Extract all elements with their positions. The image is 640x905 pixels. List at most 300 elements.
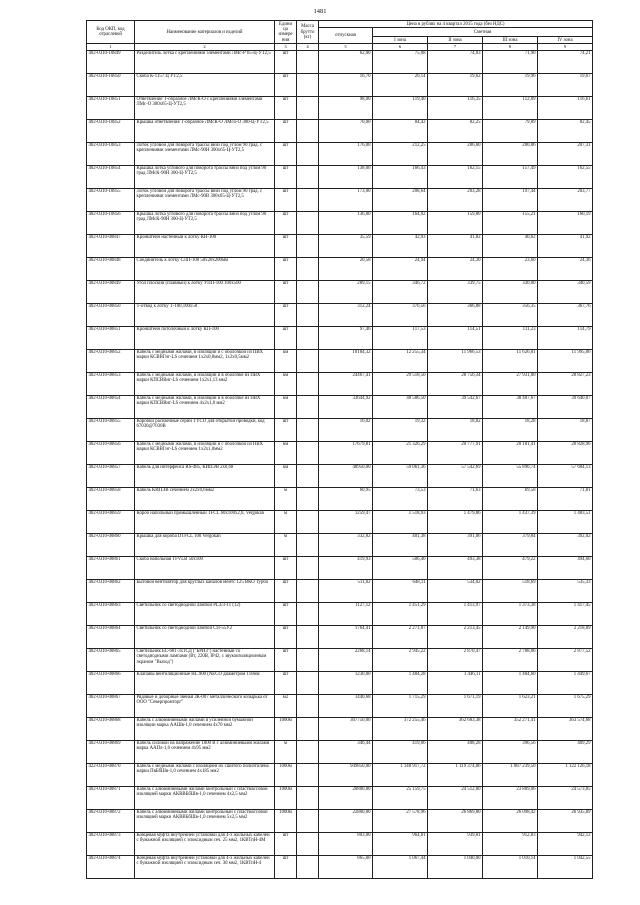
item-unit: км: [275, 464, 297, 487]
item-unit: шт: [275, 142, 297, 165]
item-mass: [297, 418, 319, 441]
price-zone-2: 362 683,38: [428, 717, 483, 740]
price-zone-4: 942,12: [538, 832, 593, 855]
item-code: 402-0310-00860: [87, 533, 135, 556]
col-number: 3: [275, 44, 297, 50]
price-zone-4: 160,19: [538, 211, 593, 234]
price-zone-3: 40,62: [483, 234, 538, 257]
price-zone-1: 1 451,29: [373, 602, 428, 625]
item-name: Светильник со светодиодной лампой СП-55У2: [135, 625, 275, 648]
item-code: 402-0310-00874: [87, 855, 135, 878]
price-zone-1: 1 067,44: [373, 855, 428, 878]
item-name: Кабель с алюминиевыми жилами в усиленной бумажной изоляции марка ААШв-1,0 сечением 4х70 мм2: [135, 717, 275, 740]
price-otpusknaya: 35,59: [319, 234, 373, 257]
item-code: 402-0310-00873: [87, 832, 135, 855]
table-row: [87, 349, 593, 372]
page-number: 1481: [313, 8, 327, 15]
price-otpusknaya: 62,00: [319, 50, 373, 73]
price-zone-3: 197,44: [483, 188, 538, 211]
price-zone-4: 74,21: [538, 50, 593, 73]
table-row: [87, 832, 593, 855]
price-zone-2: 74,03: [428, 50, 483, 73]
price-zone-1: 208,64: [373, 188, 428, 211]
price-zone-1: 401,38: [373, 533, 428, 556]
price-zone-1: 42,93: [373, 234, 428, 257]
item-mass: [297, 832, 319, 855]
item-name: Кабель с алюминиевыми жилами контрольный с пластмассовой изоляцией марки АКВВБбШв-1,0 сечением 5х2,5 мм2: [135, 809, 275, 832]
price-zone-3: 356,35: [483, 303, 538, 326]
header-code: Код ОКП, код отраслевой: [87, 21, 135, 44]
item-name: Крышка для короба DTFCL 100 Vergokan: [135, 533, 275, 556]
price-zone-2: 493,38: [428, 556, 483, 579]
price-table: [86, 20, 593, 879]
price-otpusknaya: 1259,47: [319, 510, 373, 533]
price-zone-3: 912,83: [483, 832, 538, 855]
item-unit: шт: [275, 602, 297, 625]
price-zone-4: 24,36: [538, 257, 593, 280]
price-zone-3: 1 437,39: [483, 510, 538, 533]
item-mass: [297, 786, 319, 809]
price-otpusknaya: 22800,00: [319, 809, 373, 832]
price-otpusknaya: 20800,00: [319, 786, 373, 809]
item-code: 402-0310-00854: [87, 395, 135, 418]
table-row: [87, 50, 593, 73]
table-row: [87, 855, 593, 878]
item-code: 402-0310-00855: [87, 418, 135, 441]
item-name: Кабель с медными жилами, в изоляции и с оболочкой из ПВХ марки КСВВГнг-LS сечением 1х2х1,0мм2: [135, 441, 275, 464]
item-unit: шт: [275, 648, 297, 671]
header-zone-3: III зона: [483, 37, 538, 44]
price-zone-3: 157,49: [483, 165, 538, 188]
item-mass: [297, 119, 319, 142]
item-code: 402-0310-00865: [87, 648, 135, 671]
item-unit: шт: [275, 257, 297, 280]
col-number: 9: [538, 44, 593, 50]
item-name: Скоба напольная TFVLB 50х100: [135, 556, 275, 579]
price-otpusknaya: 17679,81: [319, 441, 373, 464]
item-unit: шт: [275, 556, 297, 579]
item-mass: [297, 602, 319, 625]
item-unit: км: [275, 349, 297, 372]
table-row: [87, 579, 593, 602]
price-zone-4: 409,29: [538, 740, 593, 763]
item-unit: 1000м: [275, 763, 297, 786]
item-unit: шт: [275, 188, 297, 211]
price-zone-3: 20 181,41: [483, 441, 538, 464]
price-otpusknaya: 98,00: [319, 96, 373, 119]
price-zone-1: 376,56: [373, 303, 428, 326]
price-zone-3: 11 626,01: [483, 349, 538, 372]
item-mass: [297, 694, 319, 717]
price-zone-2: 41,82: [428, 234, 483, 257]
item-name: Кабель с медными жилами, в изоляции и в оболочке из ПВХ марки КПСВВнг-LS сечением 1х2х1,13 мм2: [135, 372, 275, 395]
price-zone-4: 203,77: [538, 188, 593, 211]
item-mass: [297, 556, 319, 579]
price-zone-4: 114,79: [538, 326, 593, 349]
item-code: 402-0310-00866: [87, 671, 135, 694]
item-mass: [297, 625, 319, 648]
price-zone-1: 84,42: [373, 119, 428, 142]
price-zone-2: 1 671,19: [428, 694, 483, 717]
item-name: Крышка ответвления Т-образное ЛМсК-О ЛМсо-О 300-Ц-УТ2,5: [135, 119, 275, 142]
price-otpusknaya: 138,00: [319, 165, 373, 188]
item-name: Короб напольный промышленный TFCL 60х100х2,0, Vergokan: [135, 510, 275, 533]
item-code: 402-0310-10854: [87, 165, 135, 188]
item-mass: [297, 740, 319, 763]
price-zone-4: 392,02: [538, 533, 593, 556]
table-row: [87, 786, 593, 809]
table-row: [87, 602, 593, 625]
item-code: 402-0310-00853: [87, 372, 135, 395]
item-name: Т-отвод к лотку Т-100,100х50: [135, 303, 275, 326]
header-mass: Масса брутто (кг): [297, 21, 319, 44]
item-code: 402-0310-00863: [87, 602, 135, 625]
price-zone-4: 24 573,05: [538, 786, 593, 809]
price-zone-1: 964,81: [373, 832, 428, 855]
item-unit: км: [275, 441, 297, 464]
price-otpusknaya: 33644,92: [319, 395, 373, 418]
price-zone-1: 27 578,96: [373, 809, 428, 832]
price-zone-2: 116,35: [428, 96, 483, 119]
price-zone-1: 73,53: [373, 487, 428, 510]
item-name: Ответвление Т-образное ЛМсК-О с креплениями элементами ЛМс-О 300х65-Ц-УТ2,5: [135, 96, 275, 119]
price-otpusknaya: 97,46: [319, 326, 373, 349]
item-unit: шт: [275, 50, 297, 73]
price-zone-3: 111,23: [483, 326, 538, 349]
price-zone-4: 1 675,29: [538, 694, 593, 717]
item-unit: шт: [275, 625, 297, 648]
item-name: Лоток угловой для поворота трассы вниз под углом 90 град. с креплениями элементами ЛМс-90В 300х65-Ц-УТ2,5: [135, 188, 275, 211]
item-unit: м: [275, 510, 297, 533]
item-mass: [297, 441, 319, 464]
item-name: Кабель с медными жилами, в изоляции и в оболочке из ПВХ марки КПСВВнг-LS сечением 4х2х1,0 мм2: [135, 395, 275, 418]
price-zone-4: 20 828,96: [538, 441, 593, 464]
price-zone-3: 330,00: [483, 280, 538, 303]
price-zone-4: 1 122 126,18: [538, 763, 593, 786]
price-zone-4: 207,31: [538, 142, 593, 165]
price-zone-3: 352 271,41: [483, 717, 538, 740]
price-zone-4: 494,60: [538, 556, 593, 579]
price-zone-2: 366,88: [428, 303, 483, 326]
price-otpusknaya: 10184,32: [319, 349, 373, 372]
header-price: Цена в рублях на 4 квартал 2015 года (без НДС): [319, 21, 593, 28]
item-unit: шт: [275, 326, 297, 349]
item-code: 402-0310-00864: [87, 625, 135, 648]
item-name: Кабель для интерфейса RS-485, КИПЭВ 2х0,68: [135, 464, 275, 487]
item-name: Кабель КИПЭВ сечением 2х2х0,6мм2: [135, 487, 275, 510]
col-number: 2: [135, 44, 275, 50]
item-name: Клапаны вентиляционные НL.900 (NECO диаметром 110мм: [135, 671, 275, 694]
table-row: [87, 441, 593, 464]
table-row: [87, 142, 593, 165]
price-zone-4: 71,81: [538, 487, 593, 510]
table-row: [87, 303, 593, 326]
table-row: [87, 372, 593, 395]
item-unit: шт: [275, 119, 297, 142]
price-zone-1: 20,14: [373, 73, 428, 96]
item-mass: [297, 280, 319, 303]
price-zone-2: 1 479,86: [428, 510, 483, 533]
item-code: 402-0310-00852: [87, 349, 135, 372]
item-name: Бытовой вентилятор для круглых каналов Вентс 125 ВКО Турбо: [135, 579, 275, 602]
price-otpusknaya: 48950,00: [319, 464, 373, 487]
price-zone-1: 59 061,36: [373, 464, 428, 487]
table-row: [87, 234, 593, 257]
item-code: 402-0310-00851: [87, 326, 135, 349]
table-row: [87, 211, 593, 234]
item-mass: [297, 395, 319, 418]
item-mass: [297, 809, 319, 832]
item-mass: [297, 50, 319, 73]
price-zone-1: 19,32: [373, 418, 428, 441]
price-zone-1: 2 945,22: [373, 648, 428, 671]
item-name: Разделитель лотка с креплениями элементами ЛМс-Р 65-Ц-УТ2,5: [135, 50, 275, 73]
price-zone-1: 419,06: [373, 740, 428, 763]
item-code: 402-0310-00872: [87, 809, 135, 832]
price-zone-1: 372 255,46: [373, 717, 428, 740]
price-zone-2: 28 756,34: [428, 372, 483, 395]
item-code: 402-0310-00858: [87, 487, 135, 510]
table-row: [87, 395, 593, 418]
price-zone-4: 1 449,67: [538, 671, 593, 694]
item-mass: [297, 648, 319, 671]
price-zone-1: 21 326,29: [373, 441, 428, 464]
price-otpusknaya: 70,00: [319, 119, 373, 142]
price-zone-3: 69,58: [483, 487, 538, 510]
price-zone-2: 24,30: [428, 257, 483, 280]
item-code: 402-0310-00847: [87, 234, 135, 257]
price-otpusknaya: 16,70: [319, 73, 373, 96]
price-zone-3: 55 890,74: [483, 464, 538, 487]
item-unit: шт: [275, 165, 297, 188]
price-zone-2: 57 542,69: [428, 464, 483, 487]
price-zone-3: 112,89: [483, 96, 538, 119]
table-row: [87, 119, 593, 142]
price-otpusknaya: 307750,00: [319, 717, 373, 740]
col-number: 4: [297, 44, 319, 50]
item-code: 402-0310-00867: [87, 694, 135, 717]
table-row: [87, 763, 593, 786]
price-zone-4: 26 935,89: [538, 809, 593, 832]
item-unit: шт: [275, 832, 297, 855]
item-code: 402-0310-10856: [87, 211, 135, 234]
table-row: [87, 671, 593, 694]
price-zone-1: 75,08: [373, 50, 428, 73]
header-zone-1: I зона: [373, 37, 428, 44]
price-zone-1: 1 484,28: [373, 671, 428, 694]
price-zone-4: 82,45: [538, 119, 593, 142]
price-zone-3: 2 788,06: [483, 648, 538, 671]
price-zone-3: 518,69: [483, 579, 538, 602]
price-zone-4: 2 218,89: [538, 625, 593, 648]
price-otpusknaya: 16,02: [319, 418, 373, 441]
price-zone-2: 203,28: [428, 188, 483, 211]
price-zone-3: 1 373,38: [483, 602, 538, 625]
item-unit: шт: [275, 280, 297, 303]
col-number: 6: [373, 44, 428, 50]
price-zone-2: 18,82: [428, 418, 483, 441]
price-zone-1: 117,53: [373, 326, 428, 349]
item-mass: [297, 372, 319, 395]
price-otpusknaya: 346,44: [319, 740, 373, 763]
table-row: [87, 625, 593, 648]
price-zone-4: 18,87: [538, 418, 593, 441]
table-row: [87, 556, 593, 579]
price-zone-1: 119,40: [373, 96, 428, 119]
price-otpusknaya: 1127,12: [319, 602, 373, 625]
item-name: Кабель силовой на напряжение 1000 В с алюминиевыми жилами марка ААПл-1,0 сечением 4х95 мм2: [135, 740, 275, 763]
price-zone-3: 1 404,60: [483, 671, 538, 694]
price-otpusknaya: 1440,68: [319, 694, 373, 717]
price-zone-3: 155,21: [483, 211, 538, 234]
price-zone-2: 19,62: [428, 73, 483, 96]
table-header: [87, 21, 593, 51]
item-unit: шт: [275, 418, 297, 441]
price-zone-2: 206,60: [428, 142, 483, 165]
price-zone-4: 57 684,13: [538, 464, 593, 487]
col-number: 5: [319, 44, 373, 50]
price-zone-2: 1 446,11: [428, 671, 483, 694]
price-zone-1: 346,72: [373, 280, 428, 303]
price-zone-4: 1 417,45: [538, 602, 593, 625]
item-name: Крышка лотка углового для поворота трассы вниз под углом 90 град ЛМсК-90Н 300-Ц-УТ2,5: [135, 211, 275, 234]
table-row: [87, 326, 593, 349]
item-mass: [297, 73, 319, 96]
price-otpusknaya: 24467,41: [319, 372, 373, 395]
item-code: 402-0310-00849: [87, 280, 135, 303]
item-mass: [297, 671, 319, 694]
price-zone-1: 166,43: [373, 165, 428, 188]
table-row: [87, 717, 593, 740]
table-row: [87, 648, 593, 671]
price-otpusknaya: 20,58: [319, 257, 373, 280]
item-mass: [297, 234, 319, 257]
price-zone-4: 340,59: [538, 280, 593, 303]
item-unit: шт: [275, 579, 297, 602]
price-zone-4: 2 877,52: [538, 648, 593, 671]
item-code: 402-0310-00848: [87, 257, 135, 280]
header-zone-2: II зона: [428, 37, 483, 44]
item-code: 402-0310-10850: [87, 73, 135, 96]
price-zone-3: 38 407,67: [483, 395, 538, 418]
item-mass: [297, 142, 319, 165]
price-zone-3: 396,56: [483, 740, 538, 763]
item-unit: шт: [275, 671, 297, 694]
table-row: [87, 510, 593, 533]
price-zone-1: 2 271,87: [373, 625, 428, 648]
item-mass: [297, 579, 319, 602]
item-mass: [297, 257, 319, 280]
item-mass: [297, 487, 319, 510]
col-number: 1: [87, 44, 135, 50]
price-otpusknaya: 60,95: [319, 487, 373, 510]
price-zone-4: 41,92: [538, 234, 593, 257]
price-otpusknaya: 312,24: [319, 303, 373, 326]
item-code: 402-0310-10853: [87, 142, 135, 165]
item-code: 402-0310-00868: [87, 717, 135, 740]
header-otpusknaya: отпускная: [319, 28, 373, 44]
price-otpusknaya: 176,00: [319, 142, 373, 165]
header-unit: Едини ца измере ния: [275, 21, 297, 44]
item-name: Светильник БС-681-3х1СД ("БРИЗ") настенный со светодиодными лампами (Вт, 220В, IP42, с звукоизоляционным экраном "Выход"): [135, 648, 275, 671]
item-code: 402-0310-00869: [87, 740, 135, 763]
item-name: Рядовые и доборные звенья ЗК-007 металлического козырька от ООО "Северпромторг": [135, 694, 275, 717]
item-name: Кронштейн потолочный к лотку КП-100: [135, 326, 275, 349]
item-code: 402-0310-10855: [87, 188, 135, 211]
item-code: 422-0310-00870: [87, 763, 135, 786]
table-row: [87, 533, 593, 556]
price-otpusknaya: 289,15: [319, 280, 373, 303]
price-zone-3: 2 149,90: [483, 625, 538, 648]
price-zone-1: 40 586,50: [373, 395, 428, 418]
item-unit: шт: [275, 234, 297, 257]
item-mass: [297, 464, 319, 487]
item-unit: 1000м: [275, 809, 297, 832]
price-zone-3: 479,22: [483, 556, 538, 579]
price-otpusknaya: 136,00: [319, 211, 373, 234]
price-zone-1: 648,11: [373, 579, 428, 602]
table-row: [87, 73, 593, 96]
price-zone-2: 11 966,53: [428, 349, 483, 372]
col-number: 8: [483, 44, 538, 50]
price-zone-3: 71,90: [483, 50, 538, 73]
item-unit: шт: [275, 96, 297, 119]
price-zone-4: 116,61: [538, 96, 593, 119]
item-mass: [297, 533, 319, 556]
item-mass: [297, 188, 319, 211]
price-zone-4: 367,76: [538, 303, 593, 326]
item-name: Кабель с медными жилами, в изоляции и с оболочкой из ПВХ марки КСВВГнг-LS сечением 1х2х0,8мм2, 1х2х0,5мм2: [135, 349, 275, 372]
price-zone-3: 23 809,06: [483, 786, 538, 809]
item-unit: км: [275, 395, 297, 418]
col-number: 7: [428, 44, 483, 50]
price-zone-1: 164,02: [373, 211, 428, 234]
item-unit: км: [275, 372, 297, 395]
table-row: [87, 96, 593, 119]
item-name: Соединитель к лотку СЛП-100 50х20х200мм: [135, 257, 275, 280]
price-zone-2: 339,75: [428, 280, 483, 303]
price-zone-4: 19,67: [538, 73, 593, 96]
price-zone-1: 1 715,29: [373, 694, 428, 717]
item-name: Светильник со светодиодной лампой PL3/3-11 (12): [135, 602, 275, 625]
item-unit: шт: [275, 73, 297, 96]
item-unit: шт: [275, 303, 297, 326]
price-zone-1: 1 148 917,72: [373, 763, 428, 786]
price-zone-3: 1 087 239,50: [483, 763, 538, 786]
price-zone-1: 212,25: [373, 142, 428, 165]
item-mass: [297, 211, 319, 234]
price-zone-3: 379,84: [483, 533, 538, 556]
item-name: Коробки распаечные серии TYCO для открытой проводки, код 67030@7030В: [135, 418, 275, 441]
item-name: Кабель с медными жилами с изоляцией их сшитого полиэтилена марки ПвБбШв-1,0 сечением 4х185 мм2: [135, 763, 275, 786]
price-otpusknaya: 419,93: [319, 556, 373, 579]
price-zone-4: 11 995,06: [538, 349, 593, 372]
price-zone-3: 19,96: [483, 73, 538, 96]
item-mass: [297, 763, 319, 786]
item-name: Концевая муфта внутренней установки для 4-х жильных кабелей с бумажной изоляцией с эпоксидным сеч. 25 мм2, 1КВТпН-4М: [135, 832, 275, 855]
table-row: [87, 694, 593, 717]
table-row: [87, 418, 593, 441]
price-zone-2: 71,63: [428, 487, 483, 510]
item-code: 402-0310-00856: [87, 441, 135, 464]
price-zone-1: 1 518,93: [373, 510, 428, 533]
price-otpusknaya: 1230,00: [319, 671, 373, 694]
item-unit: 1000м: [275, 717, 297, 740]
item-name: Лоток угловой для поворота трассы вниз под углом 90 град. с креплениями элементами ЛМс-90Н 300х65-Ц-УТ2,5: [135, 142, 275, 165]
item-mass: [297, 165, 319, 188]
price-zone-1: 24,94: [373, 257, 428, 280]
price-zone-2: 114,51: [428, 326, 483, 349]
